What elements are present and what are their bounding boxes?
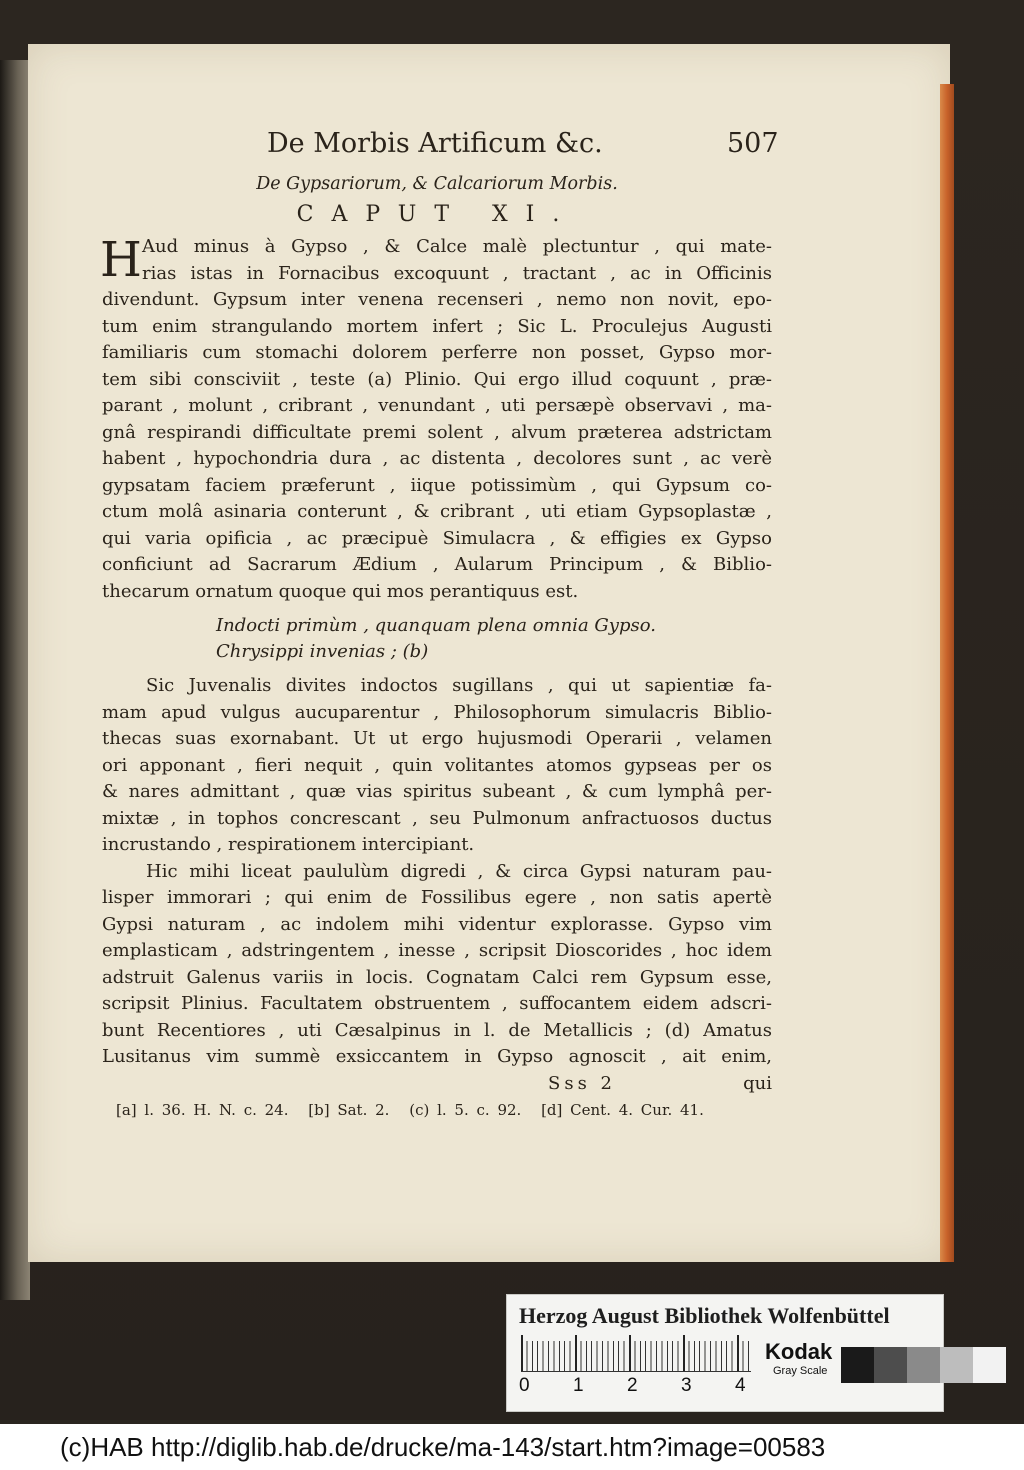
color-target-card [506,1294,944,1412]
verse-line: Indocti primùm , quanquam plena omnia Gypso. [216,615,656,636]
running-head [102,128,779,168]
previous-page-edge [0,60,30,1300]
credit-bar [0,1424,1024,1470]
text-line: thecas suas exornabant. Ut ut ergo hujusmodi Operarii , velamen [102,728,772,749]
running-title: De Morbis Artificum &c. [267,128,603,159]
gray-swatch [841,1347,874,1383]
text-line: Aud minus à Gypso , & Calce malè plectuntur , qui mate- [142,236,772,257]
ruler-number: 3 [681,1375,692,1396]
footnote: [a] l. 36. H. N. c. 24. [116,1100,289,1119]
page-edge [940,84,954,1262]
text-line: ctum molâ asinaria conterunt , & cribrant , uti etiam Gypsoplastæ , [102,501,772,522]
text-line: mam apud vulgus aucuparentur , Philosophorum simulacris Biblio- [102,701,772,723]
ruler-major-ticks [521,1335,751,1371]
text-line: habent , hypochondria dura , ac distenta , decolores sunt , ac verè [102,448,772,469]
chapter-heading: CAPUT XI. [296,202,578,227]
kodak-logo: Kodak [765,1339,833,1364]
footnote: [b] Sat. 2. [308,1100,390,1119]
ruler-labels [515,1375,765,1399]
text-line: mixtæ , in tophos concrescant , seu Pulmonum anfractuosos ductus [102,807,772,829]
gray-swatch [940,1347,973,1383]
text-line: qui varia opificia , ac præcipuè Simulacra , & effigies ex Gypso [102,527,772,549]
verse-line: Chrysippi invenias ; (b) [216,641,429,662]
text-line: bunt Recentiores , uti Cæsalpinus in l. de Metallicis ; (d) Amatus [102,1019,772,1041]
gray-scale-label: Gray Scale [773,1365,828,1377]
gray-swatches [841,1347,1006,1383]
text-line: incrustando , respirationem intercipiant. [102,834,475,855]
text-line: divendunt. Gypsum inter venena recenseri , nemo non novit, epo- [102,289,772,310]
text-line: familiaris cum stomachi dolorem perferre non posset, Gypso mor- [102,342,772,363]
text-line: conficiunt ad Sacrarum Ædium , Aularum Principum , & Biblio- [102,554,772,575]
section-title: De Gypsariorum, & Calcariorum Morbis. [256,174,618,194]
paragraph-2 [102,673,772,859]
text-line: thecarum ornatum quoque qui mos perantiquus est. [102,580,579,602]
text-line: gypsatam faciem præferunt , iique potissimùm , qui Gypsum co- [102,474,772,496]
footnote: (c) l. 5. c. 92. [409,1100,522,1119]
text-block [100,128,779,1119]
gray-swatch [907,1347,940,1383]
ruler-number: 1 [573,1375,584,1396]
text-line: tem sibi consciviit , teste (a) Plinio. Qui ergo illud coquunt , præ- [102,368,772,390]
text-line: Hic mihi liceat paululùm digredi , & circa Gypsi naturam pau- [146,860,772,882]
text-line: & nares admittant , quæ vias spiritus subeant , & cum lymphâ per- [102,781,772,802]
drop-cap: H [100,232,142,288]
paragraph-3 [102,859,772,1071]
paragraph-1 [102,234,772,605]
text-line: parant , molunt , cribrant , venundant , uti persæpè observavi , ma- [102,395,772,416]
text-line: ori apponant , fieri nequit , quin volitantes atomos gypseas per os [102,754,772,776]
text-line: scripsit Plinius. Facultatem obstruentem , suffocantem eidem adscri- [102,993,772,1014]
text-line: emplasticam , adstringentem , inesse , scripsit Dioscorides , hoc idem [102,940,772,961]
footnote: [d] Cent. 4. Cur. 41. [541,1100,704,1119]
footnotes [102,1101,772,1119]
ruler-number: 4 [735,1375,746,1396]
gray-swatch [874,1347,907,1383]
catchword: qui [743,1072,772,1094]
text-line: gnâ respirandi difficultate premi solent , alvum præterea adstrictam [102,421,772,443]
gray-swatch [973,1347,1006,1383]
ruler-number: 2 [627,1375,638,1396]
library-name: Herzog August Bibliothek Wolfenbüttel [519,1303,890,1328]
signature-row [102,1073,772,1097]
text-line: lisper immorari ; qui enim de Fossilibus egere , non satis apertè [102,887,772,908]
text-line: adstruit Galenus variis in locis. Cognatam Calci rem Gypsum esse, [102,966,772,988]
text-line: Gypsi naturam , ac indolem mihi videntur explorasse. Gypso vim [102,913,772,935]
ruler-number: 0 [519,1375,530,1396]
text-line: Lusitanus vim summè exsiccantem in Gypso agnoscit , ait enim, [102,1046,772,1067]
text-line: tum enim strangulando mortem infert ; Sic L. Proculejus Augusti [102,315,772,337]
page-number: 507 [727,128,779,159]
credit-url: (c)HAB http://diglib.hab.de/drucke/ma-143/start.htm?image=00583 [60,1432,826,1462]
text-line: rias istas in Fornacibus excoquunt , tractant , ac in Officinis [142,262,772,284]
signature-mark: Sss 2 [548,1072,616,1094]
text-line: Sic Juvenalis divites indoctos sugillans , qui ut sapientiæ fa- [146,675,772,696]
